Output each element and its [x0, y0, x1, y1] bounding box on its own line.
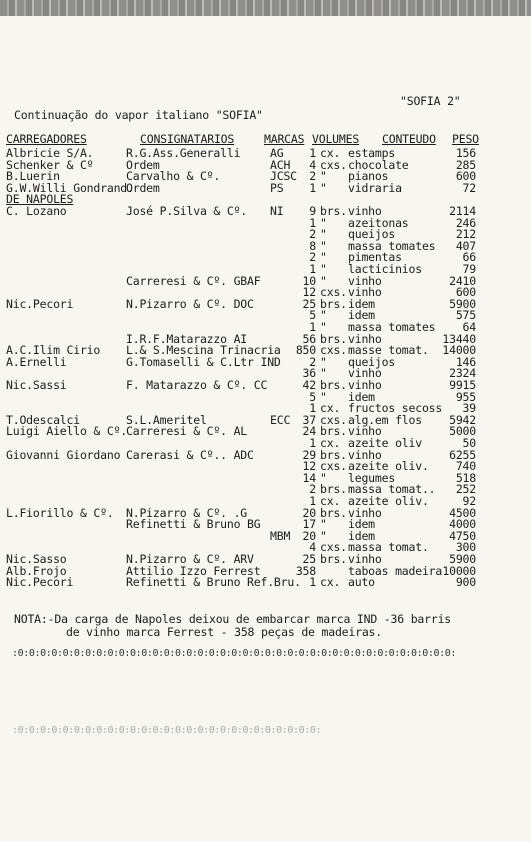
header-volumes: VOLUMES	[312, 132, 360, 146]
row-volume: 2	[309, 354, 316, 369]
row-conteudo: vinho	[348, 331, 382, 346]
row-carregador: B.Luerin	[6, 169, 60, 184]
row-volume: 12	[302, 459, 316, 474]
header-conteudo: CONTEUDO	[382, 132, 436, 146]
row-carregador: Albricie S/A.	[6, 146, 94, 160]
row-volume: 1	[309, 401, 316, 416]
row-conteudo: masse tomat.	[348, 343, 429, 358]
row-peso: 600	[455, 285, 476, 300]
row-conteudo: vidraria	[348, 180, 402, 195]
row-unidade: brs.	[320, 552, 347, 566]
header-consignatarios: CONSIGNATARIOS	[140, 132, 235, 146]
row-carregador: L.Fiorillo & Cº.	[6, 505, 114, 520]
row-carregador: Giovanni Giordano	[6, 447, 121, 462]
divider-line-faint: :0:0:0:0:0:0:0:0:0:0:0:0:0:0:0:0:0:0:0:0:0:0:0:0:0:0:0:	[12, 725, 322, 736]
row-carregador: A.C.Ilim Cirio	[6, 343, 101, 358]
row-unidade: cxs.	[320, 540, 347, 555]
row-marca: ECC	[270, 412, 291, 427]
row-carregador: Luigi Aiello & Cº.	[6, 424, 128, 439]
row-unidade: "	[320, 354, 327, 369]
row-unidade: "	[320, 250, 327, 265]
row-peso: 252	[455, 482, 476, 497]
row-unidade: brs.	[320, 424, 347, 439]
row-unidade: "	[320, 227, 327, 242]
row-unidade: "	[320, 238, 327, 253]
row-conteudo: lacticinios	[348, 262, 422, 276]
row-peso: 39	[462, 401, 476, 416]
row-peso: 900	[455, 575, 476, 590]
row-conteudo: azeite oliv.	[348, 494, 429, 508]
row-conteudo: massa tomat.	[348, 540, 429, 555]
row-conteudo: taboas madeira	[348, 563, 443, 578]
row-unidade: cx.	[320, 146, 341, 160]
row-consignatario: N.Pizarro & Cº. DOC	[126, 296, 254, 311]
row-volume: 9	[309, 204, 316, 218]
row-unidade: cxs.	[320, 459, 347, 474]
row-volume: 1	[309, 320, 316, 334]
row-peso: 5900	[449, 552, 476, 566]
row-conteudo: pimentas	[348, 250, 402, 265]
row-conteudo: fructos secoss	[348, 401, 443, 416]
row-peso: 6255	[449, 447, 476, 462]
row-volume: 1	[309, 262, 316, 276]
row-unidade: "	[320, 470, 327, 485]
row-unidade: "	[320, 366, 327, 381]
row-consignatario: N.Pizarro & Cº. ARV	[126, 552, 254, 566]
row-peso: 72	[462, 180, 476, 195]
row-volume: 29	[302, 447, 316, 462]
row-peso: 64	[462, 320, 476, 334]
row-consignatario: Carreresi & Cº. GBAF	[126, 273, 261, 288]
row-consignatario: Refinetti & Bruno Ref.Bru.	[126, 575, 301, 590]
note-line-2: de vinho marca Ferrest - 358 peças de madeiras.	[66, 625, 383, 639]
row-consignatario: Ordem	[126, 157, 160, 172]
row-peso: 14000	[442, 343, 476, 358]
row-volume: 5	[309, 389, 316, 404]
row-conteudo: chocolate	[348, 157, 409, 172]
row-volume: 24	[302, 424, 316, 439]
row-unidade: "	[320, 389, 327, 404]
row-consignatario: L.& S.Mescina Trinacria	[126, 343, 281, 358]
row-volume: 36	[302, 366, 316, 381]
row-volume: 14	[302, 470, 316, 485]
row-marca: NI	[270, 204, 284, 218]
row-peso: 2114	[449, 204, 476, 218]
row-conteudo: massa tomates	[348, 320, 436, 334]
row-conteudo: queijos	[348, 227, 396, 242]
row-unidade: brs.	[320, 296, 347, 311]
row-peso: 2324	[449, 366, 476, 381]
row-volume: 25	[302, 296, 316, 311]
row-conteudo: massa tomates	[348, 238, 436, 253]
row-consignatario: R.G.Ass.Generalli	[126, 146, 241, 160]
row-consignatario: Attilio Izzo Ferrest	[126, 563, 261, 578]
row-marca: JCSC	[270, 169, 297, 184]
row-conteudo: vinho	[348, 424, 382, 439]
header-peso: PESO	[452, 132, 479, 146]
row-peso: 575	[455, 308, 476, 323]
row-peso: 407	[455, 238, 476, 253]
row-volume: 5	[309, 308, 316, 323]
row-volume: 17	[302, 517, 316, 532]
row-unidade: brs.	[320, 505, 347, 520]
row-unidade: "	[320, 320, 327, 334]
row-unidade: brs.	[320, 378, 347, 392]
row-peso: 92	[462, 494, 476, 508]
row-volume: 850	[295, 343, 316, 358]
row-volume: 25	[302, 552, 316, 566]
row-peso: 2410	[449, 273, 476, 288]
row-volume: 1	[309, 575, 316, 590]
row-conteudo: legumes	[348, 470, 396, 485]
document-reference: "SOFIA 2"	[400, 94, 461, 108]
row-peso: 300	[455, 540, 476, 555]
row-consignatario: Carreresi & Cº. AL	[126, 424, 248, 439]
row-marca: PS	[270, 180, 284, 195]
row-unidade: "	[320, 517, 327, 532]
row-volume: 1	[309, 215, 316, 230]
row-consignatario: Ordem	[126, 180, 160, 195]
row-unidade: brs.	[320, 482, 347, 497]
row-volume: 56	[302, 331, 316, 346]
row-peso: 9915	[449, 378, 476, 392]
row-conteudo: massa tomat..	[348, 482, 436, 497]
row-conteudo: alg.em flos	[348, 412, 422, 427]
row-unidade: "	[320, 528, 327, 543]
row-peso: 156	[455, 146, 476, 160]
row-peso: 212	[455, 227, 476, 242]
row-volume: 12	[302, 285, 316, 300]
row-volume: 8	[309, 238, 316, 253]
row-volume: 1	[309, 146, 316, 160]
row-unidade: cx.	[320, 575, 341, 590]
row-peso: 4750	[449, 528, 476, 543]
row-marca: AG	[270, 146, 284, 160]
row-peso: 5900	[449, 296, 476, 311]
row-unidade: brs.	[320, 331, 347, 346]
row-volume: 1	[309, 180, 316, 195]
row-conteudo: queijos	[348, 354, 396, 369]
row-unidade: "	[320, 169, 327, 184]
note-line-1: NOTA:-Da carga de Napoles deixou de embarcar marca IND -36 barris	[14, 612, 452, 626]
row-volume: 2	[309, 169, 316, 184]
row-peso: 10000	[442, 563, 476, 578]
row-peso: 4000	[449, 517, 476, 532]
row-consignatario: N.Pizarro & Cº. .G	[126, 505, 248, 520]
row-carregador: A.Ernelli	[6, 354, 67, 369]
row-unidade: "	[320, 308, 327, 323]
row-consignatario: José P.Silva & Cº.	[126, 204, 248, 218]
row-volume: 2	[309, 227, 316, 242]
row-conteudo: idem	[348, 517, 375, 532]
header-carregadores: CARREGADORES	[6, 132, 87, 146]
row-consignatario: Carvalho & Cº.	[126, 169, 221, 184]
row-peso: 518	[455, 470, 476, 485]
row-consignatario: F. Matarazzo & Cº. CC	[126, 378, 268, 392]
row-conteudo: azeitonas	[348, 215, 409, 230]
row-carregador: Nic.Sassi	[6, 378, 67, 392]
row-volume: 2	[309, 250, 316, 265]
row-unidade: "	[320, 215, 327, 230]
row-consignatario: Refinetti & Bruno BG	[126, 517, 261, 532]
row-conteudo: idem	[348, 308, 375, 323]
row-unidade: brs.	[320, 447, 347, 462]
scan-top-border	[0, 0, 531, 16]
row-carregador: T.Odescalci	[6, 412, 80, 427]
row-volume: 42	[302, 378, 316, 392]
row-peso: 4500	[449, 505, 476, 520]
row-peso: 285	[455, 157, 476, 172]
row-conteudo: idem	[348, 528, 375, 543]
row-peso: 50	[462, 436, 476, 450]
row-consignatario: Carerasi & Cº.. ADC	[126, 447, 254, 462]
row-carregador: Nic.Pecori	[6, 296, 74, 311]
row-peso: 79	[462, 262, 476, 276]
row-conteudo: estamps	[348, 146, 396, 160]
row-peso: 5000	[449, 424, 476, 439]
row-volume: 10	[302, 273, 316, 288]
header-marcas: MARCAS	[264, 132, 305, 146]
row-conteudo: vinho	[348, 505, 382, 520]
row-consignatario: S.L.Ameritel	[126, 412, 207, 427]
row-volume: 20	[302, 528, 316, 543]
row-consignatario: I.R.F.Matarazzo AI	[126, 331, 248, 346]
row-conteudo: vinho	[348, 204, 382, 218]
row-conteudo: idem	[348, 296, 375, 311]
row-carregador: Nic.Sasso	[6, 552, 67, 566]
row-peso: 600	[455, 169, 476, 184]
row-volume: 2	[309, 482, 316, 497]
row-carregador: Alb.Frojo	[6, 563, 67, 578]
row-peso: 13440	[442, 331, 476, 346]
row-peso: 5942	[449, 412, 476, 427]
row-peso: 146	[455, 354, 476, 369]
row-unidade: cx.	[320, 494, 341, 508]
row-unidade: brs.	[320, 204, 347, 218]
row-consignatario: G.Tomaselli & C.Ltr IND	[126, 354, 281, 369]
row-conteudo: vinho	[348, 552, 382, 566]
row-conteudo: pianos	[348, 169, 389, 184]
row-peso: 955	[455, 389, 476, 404]
row-conteudo: auto	[348, 575, 375, 590]
document-title: Continuação do vapor italiano "SOFIA"	[14, 108, 263, 122]
row-volume: 37	[302, 412, 316, 427]
row-unidade: cxs.	[320, 343, 347, 358]
row-marca: ACH	[270, 157, 291, 172]
row-volume: 4	[309, 157, 316, 172]
row-unidade: "	[320, 180, 327, 195]
row-marca: MBM	[270, 528, 291, 543]
row-unidade: "	[320, 262, 327, 276]
row-conteudo: idem	[348, 389, 375, 404]
row-unidade: cxs.	[320, 412, 347, 427]
row-carregador: G.W.Willi Gondrand.	[6, 180, 134, 195]
row-volume: 1	[309, 436, 316, 450]
row-volume: 1	[309, 494, 316, 508]
row-unidade: cxs.	[320, 157, 347, 172]
row-conteudo: azeite oliv.	[348, 459, 429, 474]
row-conteudo: vinho	[348, 366, 382, 381]
row-peso: 740	[455, 459, 476, 474]
divider-line: :0:0:0:0:0:0:0:0:0:0:0:0:0:0:0:0:0:0:0:0:0:0:0:0:0:0:0:0:0:0:0:0:0:0:0:0:0:0:0:	[12, 648, 457, 659]
row-carregador: DE NAPOLES	[6, 192, 74, 207]
row-volume: 4	[309, 540, 316, 555]
row-volume: 20	[302, 505, 316, 520]
row-conteudo: vinho	[348, 285, 382, 300]
row-conteudo: azeite oliv	[348, 436, 422, 450]
row-conteudo: vinho	[348, 273, 382, 288]
row-carregador: Schenker & Cº	[6, 157, 94, 172]
row-peso: 66	[462, 250, 476, 265]
row-carregador: Nic.Pecori	[6, 575, 74, 590]
row-unidade: cx.	[320, 401, 341, 416]
row-unidade: cx.	[320, 436, 341, 450]
row-carregador: C. Lozano	[6, 204, 67, 218]
row-conteudo: vinho	[348, 378, 382, 392]
row-unidade: cxs.	[320, 285, 347, 300]
row-volume: 358	[295, 563, 316, 578]
row-unidade: "	[320, 273, 327, 288]
row-conteudo: vinho	[348, 447, 382, 462]
row-peso: 246	[455, 215, 476, 230]
